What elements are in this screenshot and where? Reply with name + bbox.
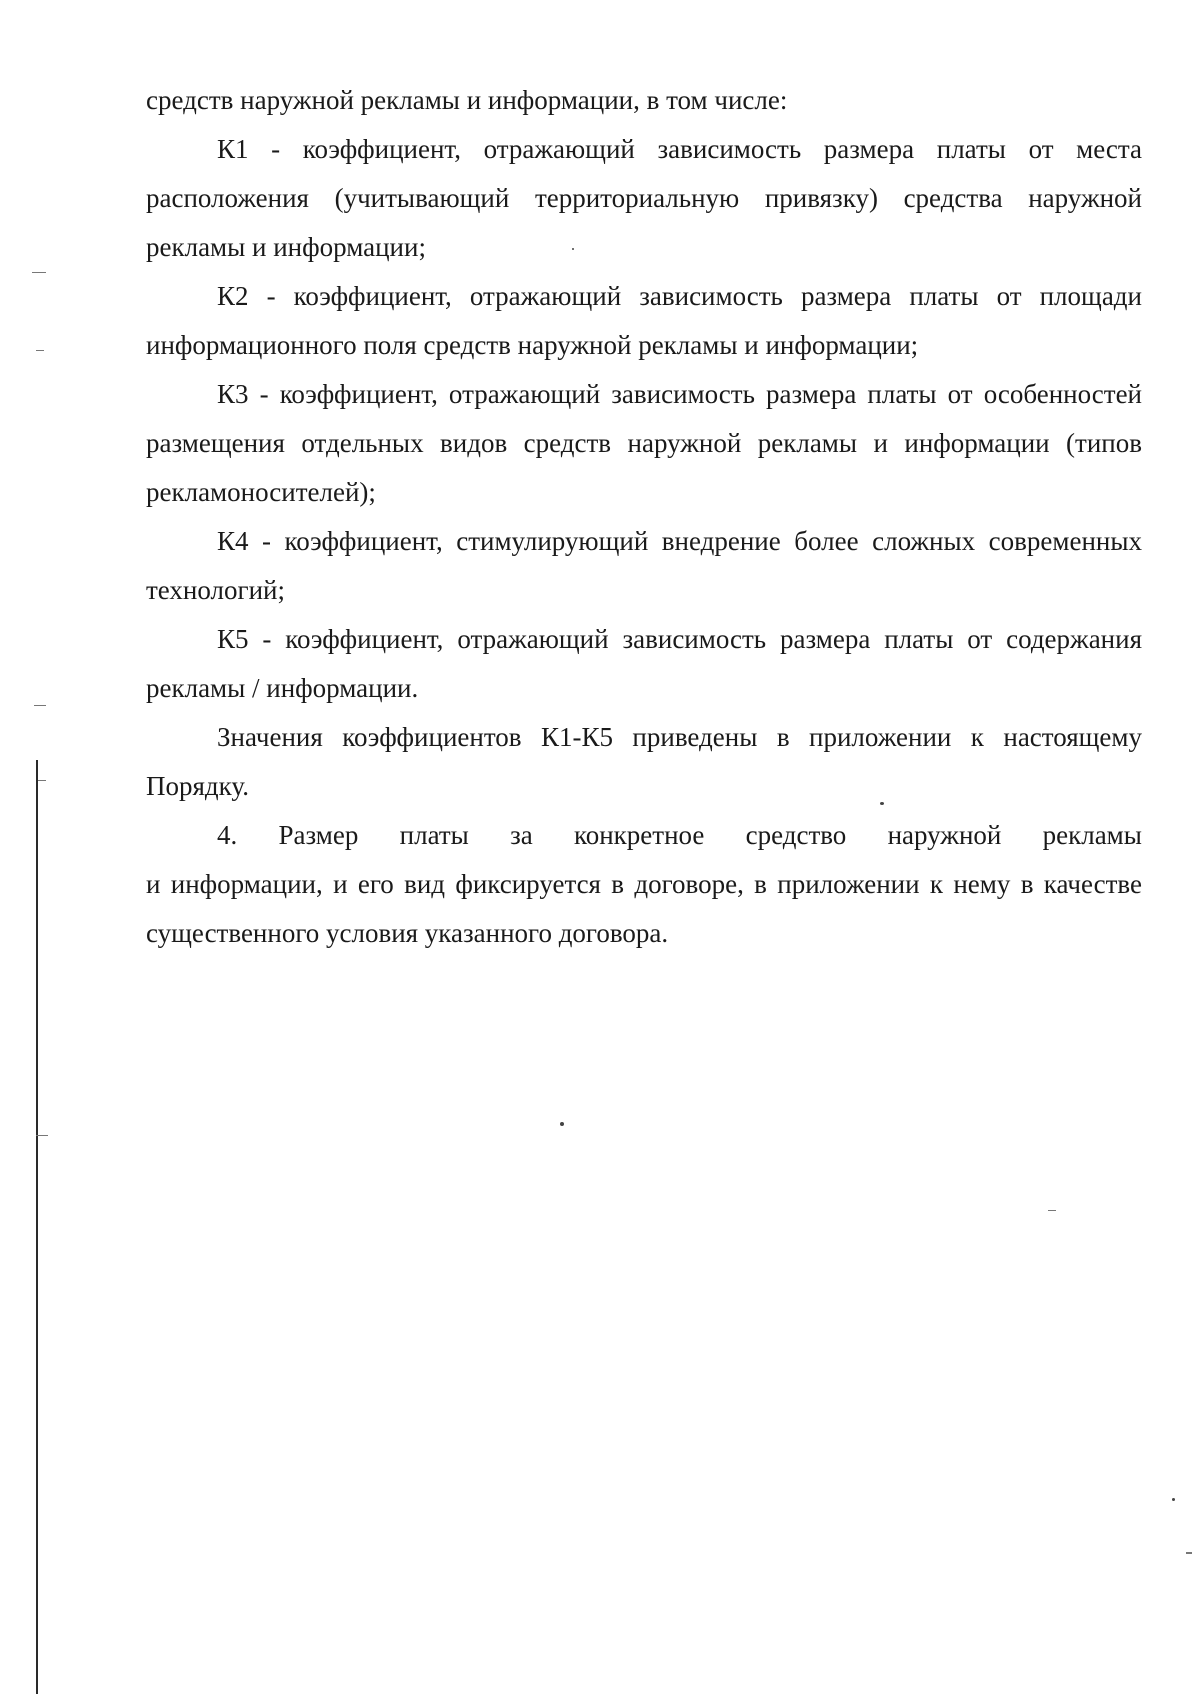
scan-mark [1048, 1210, 1056, 1211]
paragraph-k5: К5 - коэффициент, отражающий зависимость размера платы от содержания рекламы / информации. [146, 624, 1142, 703]
item-word: наружной [887, 820, 1002, 850]
item-word: за [510, 820, 533, 850]
scan-mark [32, 272, 46, 273]
scan-mark [38, 780, 46, 781]
scan-speck [1172, 1498, 1175, 1501]
paragraph-k1: К1 - коэффициент, отражающий зависимость размера платы от места расположения (учитывающий территориальную привязку) средства наружной рекламы и информации; [146, 134, 1142, 262]
item-word: Размер [278, 820, 359, 850]
scan-mark [36, 1135, 48, 1136]
scan-margin-line [36, 760, 38, 1694]
scan-speck [560, 1122, 564, 1126]
item-word: платы [399, 820, 469, 850]
scan-mark [34, 705, 46, 706]
scan-mark [36, 350, 44, 351]
scan-mark [1186, 1552, 1192, 1554]
item-word: рекламы [1042, 820, 1142, 850]
paragraph-coefficients-note: Значения коэффициентов К1-К5 приведены в приложении к настоящему Порядку. [146, 722, 1142, 801]
paragraph-k3: К3 - коэффициент, отражающий зависимость размера платы от особенностей размещения отдельных видов средств наружной рекламы и информации (типов рекламоносителей); [146, 379, 1142, 507]
item-4 [146, 811, 1142, 958]
document-body [146, 76, 1142, 958]
paragraph-intro: средств наружной рекламы и информации, в том числе: [146, 85, 788, 115]
item-number: 4. [217, 820, 238, 850]
item-4-rest: и информации, и его вид фиксируется в договоре, в приложении к нему в качестве существенного условия указанного договора. [146, 869, 1142, 948]
paragraph-k4: К4 - коэффициент, стимулирующий внедрение более сложных современных технологий; [146, 526, 1142, 605]
paragraph-k2: К2 - коэффициент, отражающий зависимость размера платы от площади информационного поля средств наружной рекламы и информации; [146, 281, 1142, 360]
item-4-first-line [217, 811, 1142, 860]
item-word: средство [745, 820, 847, 850]
item-word: конкретное [573, 820, 705, 850]
